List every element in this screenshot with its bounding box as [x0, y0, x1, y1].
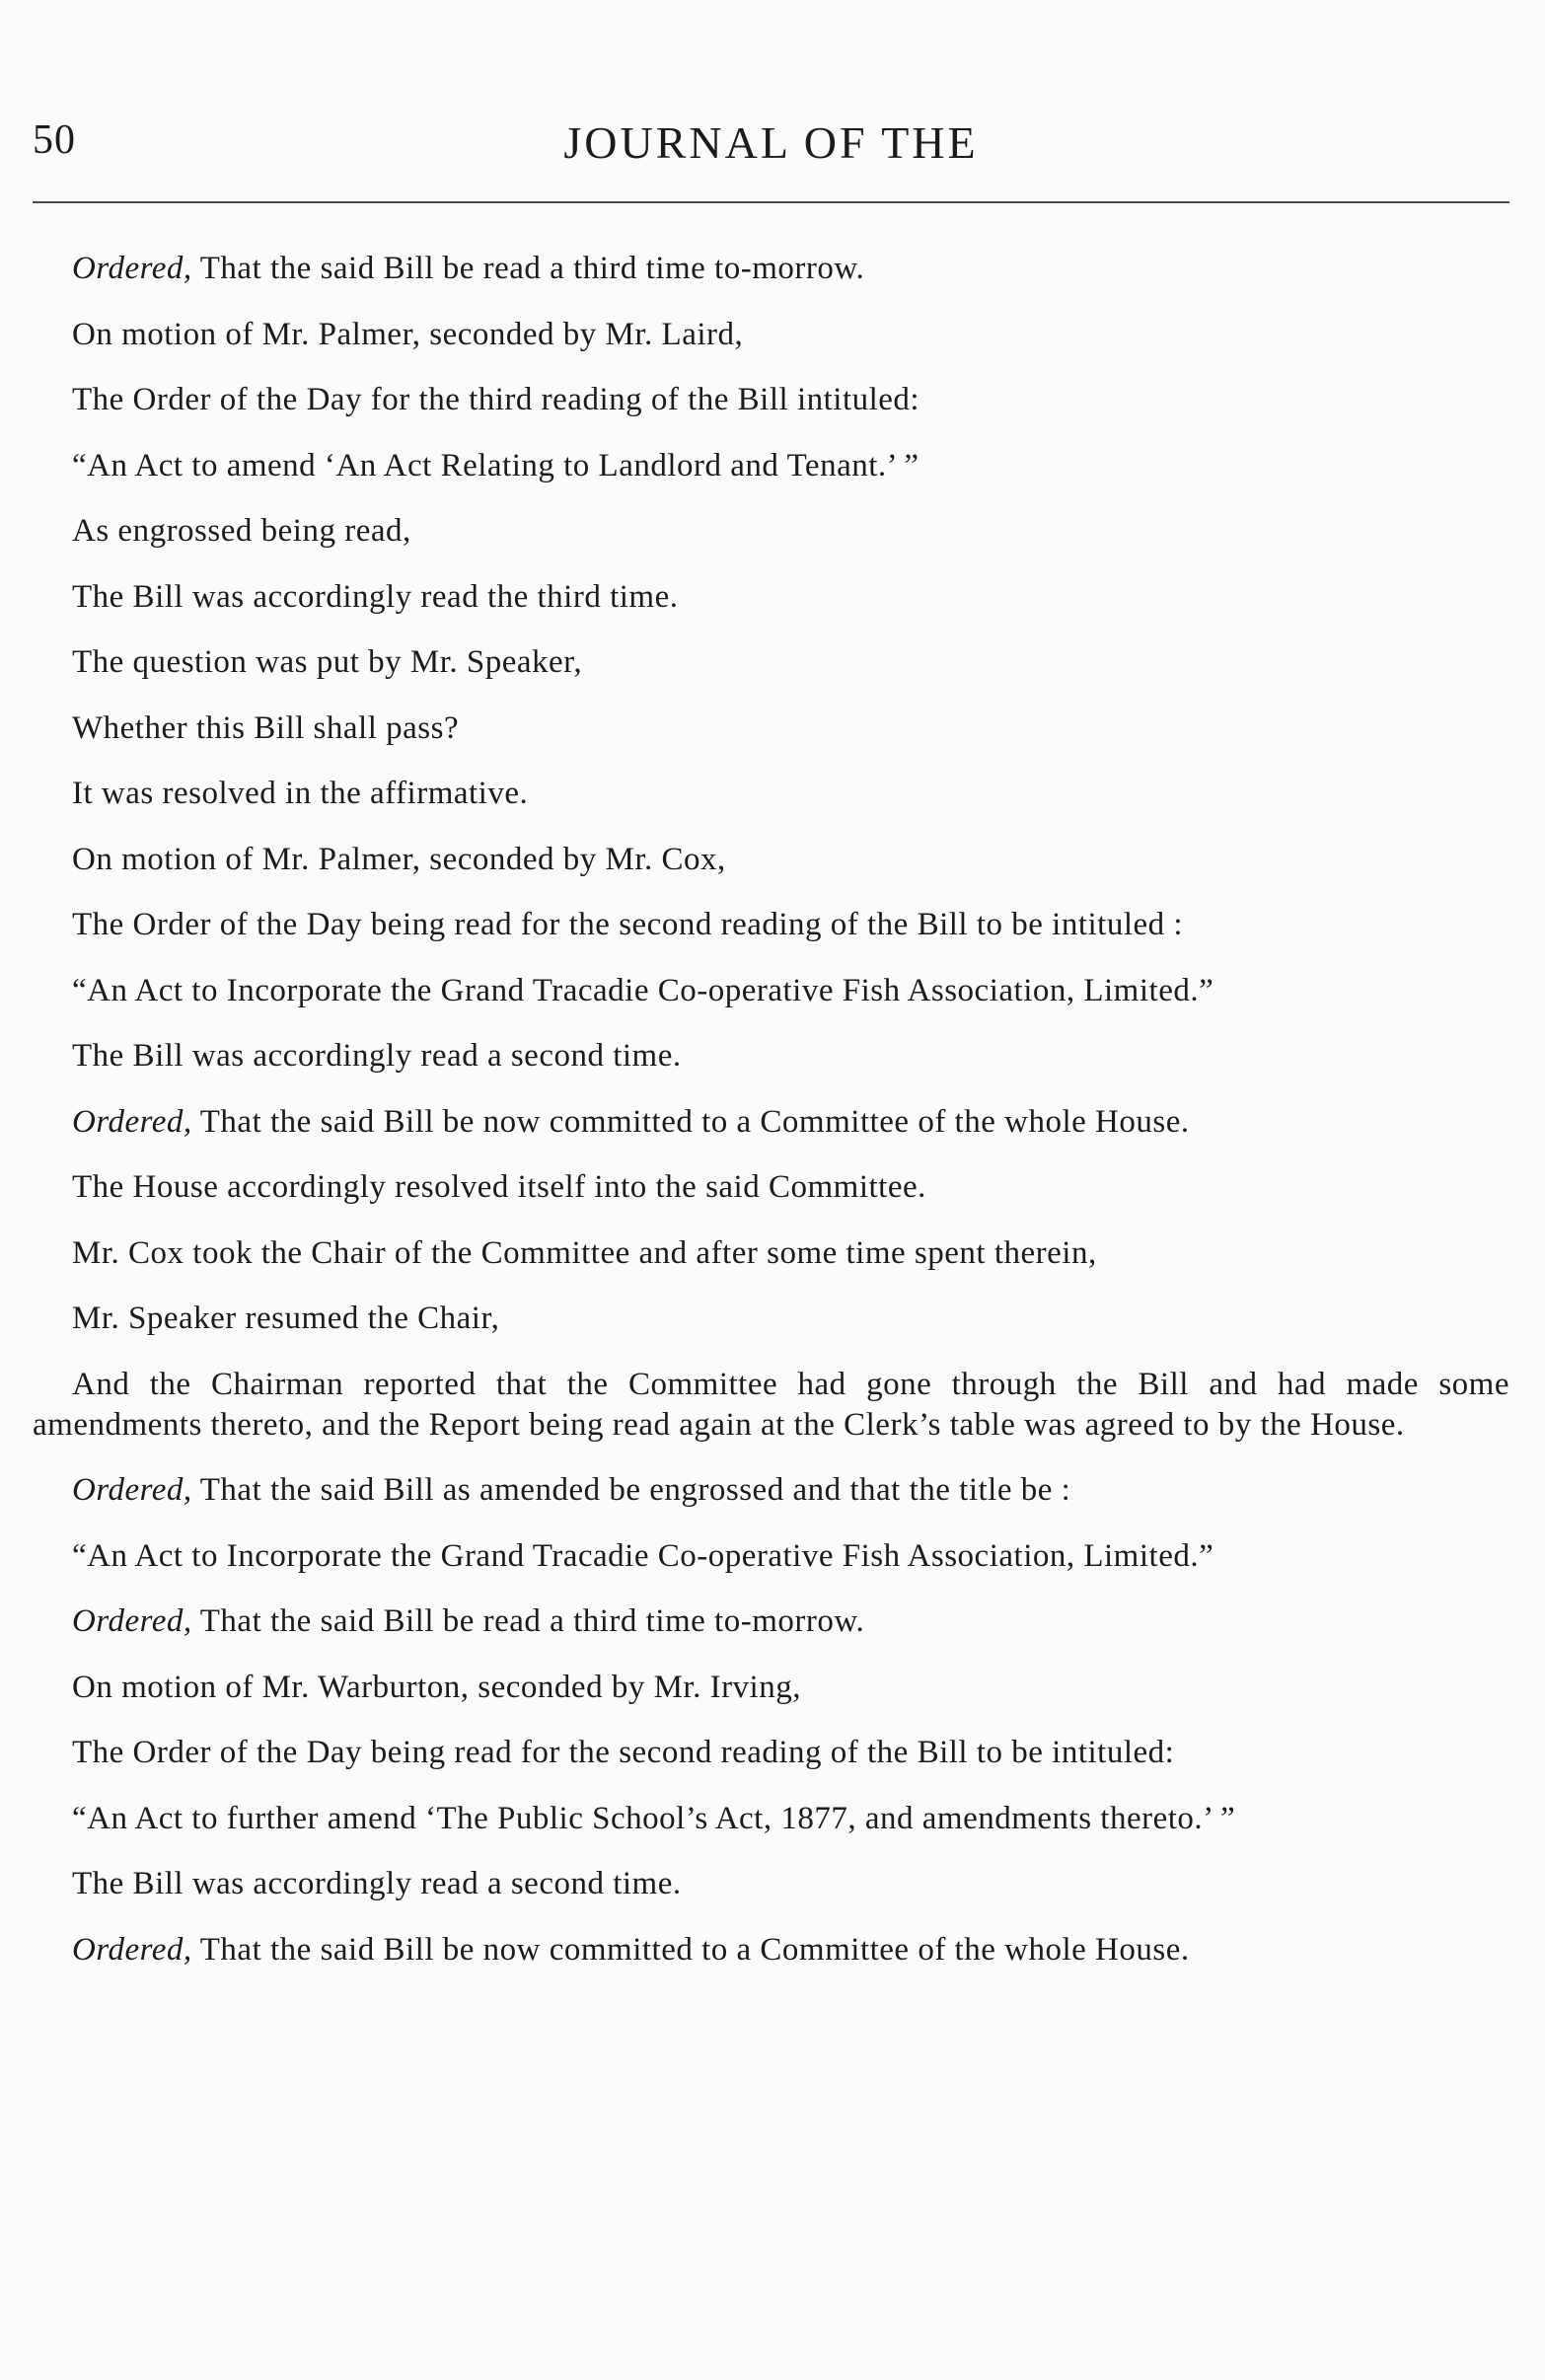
paragraph: [33, 1864, 1509, 1904]
paragraph-text: “An Act to Incorporate the Grand Tracadie Co-operative Fish Association, Limited.”: [72, 972, 1214, 1008]
page-header: [33, 116, 1509, 176]
paragraph-lead: Ordered,: [72, 1603, 192, 1639]
paragraph-text: On motion of Mr. Palmer, seconded by Mr. Cox,: [72, 841, 726, 877]
paragraph-text: The question was put by Mr. Speaker,: [72, 644, 583, 680]
paragraph-text: “An Act to further amend ‘The Public School’s Act, 1877, and amendments thereto.’ ”: [72, 1800, 1236, 1836]
paragraph-text: It was resolved in the affirmative.: [72, 776, 529, 811]
paragraph-text: The Order of the Day being read for the second reading of the Bill to be intituled :: [72, 907, 1184, 942]
paragraph-text: The Bill was accordingly read a second time.: [72, 1866, 682, 1901]
paragraph-text: On motion of Mr. Palmer, seconded by Mr. Laird,: [72, 316, 744, 352]
paragraph-lead: Ordered,: [72, 251, 192, 286]
paragraph: [33, 1930, 1509, 1971]
paragraph: [33, 446, 1509, 486]
paragraph: [33, 1601, 1509, 1642]
paragraph: [33, 315, 1509, 355]
paragraph-text: Whether this Bill shall pass?: [72, 709, 460, 746]
paragraph: [33, 708, 1509, 749]
paragraph: [33, 840, 1509, 880]
paragraph: [33, 1233, 1509, 1274]
paragraph-text: Mr. Cox took the Chair of the Committee and after some time spent therein,: [72, 1234, 1097, 1271]
paragraph-text: The House accordingly resolved itself into the said Committee.: [72, 1169, 926, 1205]
paragraph: [33, 1799, 1509, 1839]
paragraph: [33, 1365, 1509, 1446]
paragraph-text: That the said Bill as amended be engrossed and that the title be :: [191, 1472, 1071, 1508]
paragraph-text: As engrossed being read,: [72, 513, 411, 549]
paragraph-lead: Ordered,: [72, 1472, 192, 1508]
paragraph: [33, 1668, 1509, 1708]
paragraph-text: That the said Bill be now committed to a Committee of the whole House.: [191, 1931, 1190, 1968]
paragraph-text: On motion of Mr. Warburton, seconded by Mr. Irving,: [72, 1669, 801, 1705]
journal-body: [33, 249, 1509, 1995]
paragraph: [33, 1536, 1509, 1577]
paragraph: [33, 1299, 1509, 1339]
paragraph: [33, 249, 1509, 289]
paragraph: [33, 1036, 1509, 1077]
paragraph: [33, 642, 1509, 683]
paragraph: [33, 774, 1509, 814]
paragraph: [33, 1102, 1509, 1143]
paragraph: [33, 1733, 1509, 1773]
paragraph-text: “An Act to amend ‘An Act Relating to Landlord and Tenant.’ ”: [72, 447, 920, 483]
paragraph-text: That the said Bill be read a third time to-morrow.: [191, 1603, 865, 1639]
paragraph: [33, 905, 1509, 945]
paragraph-text: The Bill was accordingly read the third time.: [72, 578, 679, 615]
paragraph: [33, 380, 1509, 420]
paragraph-text: And the Chairman reported that the Committee had gone through the Bill and had made some amendments thereto, and the Report being read again at the Clerk’s table was agreed to by the House.: [33, 1366, 1509, 1443]
paragraph-text: The Bill was accordingly read a second time.: [72, 1038, 682, 1074]
paragraph: [33, 1470, 1509, 1511]
paragraph-lead: Ordered,: [72, 1931, 192, 1968]
running-title: JOURNAL OF THE: [563, 117, 979, 168]
paragraph: [33, 971, 1509, 1011]
page-number: 50: [33, 117, 76, 163]
paragraph-text: The Order of the Day for the third reading of the Bill intituled:: [72, 382, 920, 417]
paragraph-lead: Ordered,: [72, 1103, 192, 1140]
header-rule: [33, 201, 1509, 203]
paragraph-text: That the said Bill be read a third time to-morrow.: [191, 251, 865, 286]
paragraph-text: The Order of the Day being read for the second reading of the Bill to be intituled:: [72, 1735, 1175, 1770]
paragraph-text: “An Act to Incorporate the Grand Tracadie Co-operative Fish Association, Limited.”: [72, 1537, 1214, 1574]
paragraph-text: Mr. Speaker resumed the Chair,: [72, 1301, 500, 1336]
paragraph-text: That the said Bill be now committed to a Committee of the whole House.: [191, 1103, 1190, 1140]
paragraph: [33, 1167, 1509, 1208]
paragraph: [33, 511, 1509, 552]
paragraph: [33, 577, 1509, 618]
